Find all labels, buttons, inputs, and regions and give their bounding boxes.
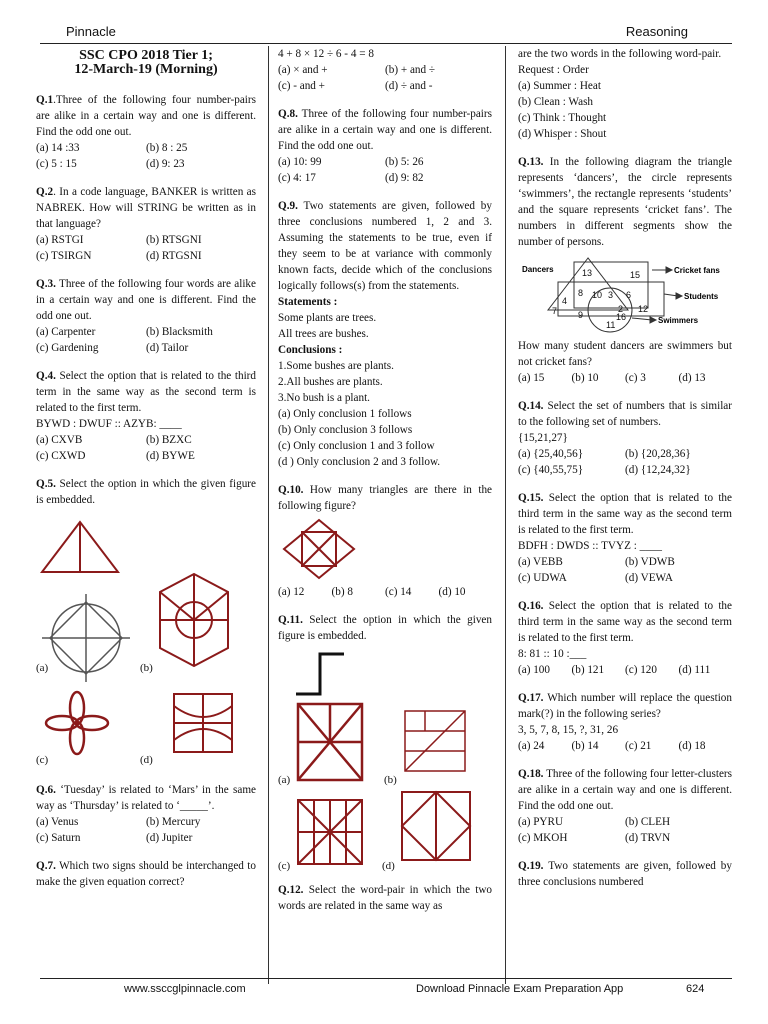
option-a: (a) Summer : Heat (518, 80, 601, 92)
option-a: (a) 24 (518, 740, 545, 752)
option-a: (a) 15 (518, 372, 545, 384)
q-number: Q.16. (518, 600, 544, 612)
option-d: (d) 18 (678, 740, 706, 752)
paper-title-2: 12-March-19 (Morning) (74, 62, 218, 77)
q5-label-c: (c) (36, 754, 49, 766)
question-11 (278, 612, 492, 876)
option-a: (a) × and + (278, 64, 328, 76)
option-b: (b) BZXC (146, 434, 192, 446)
venn-number: 12 (638, 304, 649, 314)
venn-number: 3 (608, 290, 614, 300)
option-b: (b) 8 (331, 586, 353, 598)
q-number: Q.9. (278, 200, 298, 212)
equation: 4 + 8 × 12 ÷ 6 - 4 = 8 (278, 48, 374, 60)
option-c: (c) 120 (625, 664, 657, 676)
option-b: (b) Blacksmith (146, 326, 213, 338)
venn-number: 10 (592, 290, 603, 300)
option-a: (a) RSTGI (36, 234, 84, 246)
q-text: Select the option that is related to the third term in the same way as the second term is related to the first term. (518, 600, 732, 644)
option-d: (d) BYWE (146, 450, 195, 462)
q5-option-d-square-figure (168, 688, 238, 758)
question-7 (36, 858, 256, 890)
option-d: (d) Whisper : Shout (518, 128, 607, 140)
q12-given-pair: Request : Order (518, 64, 589, 76)
footer-app-promo: Download Pinnacle Exam Preparation App (416, 983, 624, 995)
q-number: Q.11. (278, 614, 303, 626)
option-d: (d) TRVN (625, 832, 671, 844)
conclusion-3: 3.No bush is a plant. (278, 392, 370, 404)
question-5 (36, 476, 256, 776)
option-d: (d) Tailor (146, 342, 189, 354)
q-text: .Three of the following four number-pairs are alike in a certain way and one is different. Find the odd one out. (36, 94, 256, 138)
q11-label-a: (a) (278, 774, 291, 786)
q10-triangle-count-figure (282, 518, 356, 580)
option-b: (b) + and ÷ (385, 64, 436, 76)
q11-option-b-figure (402, 708, 468, 774)
q-text: Select the word-pair in which the two words are related in the same way as (278, 884, 492, 912)
q-text: Select the option in which the given figure is embedded. (36, 478, 256, 506)
q-number: Q.13. (518, 156, 544, 168)
option-a: (a) 10: 99 (278, 156, 322, 168)
q-number: Q.15. (518, 492, 544, 504)
question-10 (278, 482, 492, 600)
venn-number: 8 (578, 288, 584, 298)
q-text: Select the set of numbers that is similar to the following set of numbers. (518, 400, 732, 428)
conclusion-1: 1.Some bushes are plants. (278, 360, 394, 372)
venn-number: 11 (606, 320, 616, 330)
q-number: Q.17. (518, 692, 544, 704)
q11-option-d-figure (398, 788, 474, 864)
option-c: (c) UDWA (518, 572, 567, 584)
option-b: (b) Mercury (146, 816, 201, 828)
venn-number: 6 (626, 290, 632, 300)
option-b: (b) 5: 26 (385, 156, 424, 168)
venn-number: 2 (618, 304, 624, 314)
footer-website: www.ssccglpinnacle.com (124, 983, 246, 995)
q11-label-b: (b) (384, 774, 397, 786)
q-number: Q.12. (278, 884, 304, 896)
option-d: (d) VEWA (625, 572, 673, 584)
venn-label-cricket: Cricket fans (674, 266, 720, 275)
option-a: (a) Only conclusion 1 follows (278, 408, 412, 420)
option-b: (b) Clean : Wash (518, 96, 594, 108)
option-a: (a) {25,40,56} (518, 448, 584, 460)
column-divider-1 (268, 46, 269, 984)
option-c: (c) - and + (278, 80, 325, 92)
q5-label-b: (b) (140, 662, 153, 674)
option-d: (d) {12,24,32} (625, 464, 691, 476)
option-d: (d ) Only conclusion 2 and 3 follow. (278, 456, 441, 468)
option-b: (b) 10 (571, 372, 599, 384)
option-d: (d) Jupiter (146, 832, 193, 844)
question-17 (518, 690, 732, 754)
option-d: (d) 9: 82 (385, 172, 424, 184)
venn-label-students: Students (684, 292, 719, 301)
option-c: (c) 21 (625, 740, 652, 752)
q5-option-c-flower-figure (42, 688, 112, 758)
option-b: (b) Only conclusion 3 follows (278, 424, 413, 436)
q-number: Q.14. (518, 400, 544, 412)
column-divider-2 (505, 46, 506, 984)
q-text: How many triangles are there in the following figure? (278, 484, 492, 512)
q-text: Three of the following four number-pairs are alike in a certain way and one is different. Find the odd one out. (278, 108, 492, 152)
option-d: (d) 10 (438, 586, 466, 598)
q-text: Select the option that is related to the third term in the same way as the second term is related to the first term. (518, 492, 732, 536)
option-a: (a) Carpenter (36, 326, 96, 338)
option-a: (a) Venus (36, 816, 79, 828)
option-b: (b) {20,28,36} (625, 448, 691, 460)
question-14 (518, 398, 732, 478)
q12-continuation: are the two words in the following word-pair. (518, 48, 722, 60)
header-right: Reasoning (625, 24, 688, 39)
question-19 (518, 858, 732, 890)
q5-label-a: (a) (36, 662, 49, 674)
option-c: (c) Think : Thought (518, 112, 607, 124)
q-number: Q.18. (518, 768, 544, 780)
question-6 (36, 782, 256, 846)
option-b: (b) 14 (571, 740, 599, 752)
option-b: (b) 121 (571, 664, 605, 676)
conclusions-heading: Conclusions : (278, 344, 343, 356)
column-2 (278, 46, 492, 914)
statement-2: All trees are bushes. (278, 328, 369, 340)
question-9 (278, 198, 492, 470)
option-a: (a) 100 (518, 664, 550, 676)
venn-number: 16 (616, 312, 627, 322)
q5-option-b-octagon-figure (154, 572, 234, 668)
q-text: Select the option that is related to the third term in the same way as the second term is related to the first term. (36, 370, 256, 414)
conclusion-2: 2.All bushes are plants. (278, 376, 383, 388)
footer-page-number: 624 (686, 983, 705, 995)
venn-label-swimmers: Swimmers (658, 316, 699, 325)
option-a: (a) VEBB (518, 556, 563, 568)
option-d: (d) RTGSNI (146, 250, 202, 262)
q5-given-triangle-figure (40, 520, 120, 576)
question-1 (36, 92, 256, 172)
q13-question: How many student dancers are swimmers but not cricket fans? (518, 340, 732, 368)
q-number: Q.19. (518, 860, 544, 872)
option-c: (c) 5 : 15 (36, 158, 77, 170)
q-number: Q.7. (36, 860, 56, 872)
q17-series: 3, 5, 7, 8, 15, ?, 31, 26 (518, 724, 619, 736)
q11-option-c-figure (294, 796, 366, 868)
question-13 (518, 154, 732, 386)
option-a: (a) 14 :33 (36, 142, 80, 154)
option-c: (c) Only conclusion 1 and 3 follow (278, 440, 435, 452)
analogy-line: BYWD : DWUF :: AZYB: ____ (36, 418, 182, 430)
question-16 (518, 598, 732, 678)
question-15 (518, 490, 732, 586)
q-number: Q.6. (36, 784, 56, 796)
q-number: Q.1 (36, 94, 54, 106)
option-c: (c) Saturn (36, 832, 81, 844)
q-text: Which two signs should be interchanged to make the given equation correct? (36, 860, 256, 888)
statement-1: Some plants are trees. (278, 312, 377, 324)
question-12 (278, 882, 492, 914)
statements-heading: Statements : (278, 296, 338, 308)
option-c: (c) {40,55,75} (518, 464, 584, 476)
q5-option-a-circle-figure (38, 590, 134, 686)
option-b: (b) VDWB (625, 556, 675, 568)
q11-given-step-figure (290, 648, 346, 696)
q-number: Q.3. (36, 278, 56, 290)
q-text: Select the option in which the given figure is embedded. (278, 614, 492, 642)
q11-label-d: (d) (382, 860, 395, 872)
q-text: Which number will replace the question mark(?) in the following series? (518, 692, 732, 720)
option-d: (d) ÷ and - (385, 80, 433, 92)
option-d: (d) 9: 23 (146, 158, 185, 170)
q11-label-c: (c) (278, 860, 291, 872)
option-b: (b) RTSGNI (146, 234, 202, 246)
option-a: (a) CXVB (36, 434, 83, 446)
option-d: (d) 111 (678, 664, 711, 676)
venn-number: 9 (578, 310, 584, 320)
q14-set: {15,21,27} (518, 432, 568, 444)
option-c: (c) 3 (625, 372, 646, 384)
question-18 (518, 766, 732, 846)
question-2 (36, 184, 256, 264)
column-3 (518, 46, 732, 890)
venn-number: 4 (562, 296, 568, 306)
option-b: (b) CLEH (625, 816, 671, 828)
analogy-line: BDFH : DWDS :: TVYZ : ____ (518, 540, 662, 552)
option-a: (a) PYRU (518, 816, 564, 828)
q-number: Q.10. (278, 484, 304, 496)
option-c: (c) 4: 17 (278, 172, 316, 184)
q-text: Three of the following four letter-clusters are alike in a certain way and one is different. Find the odd one out. (518, 768, 732, 812)
q-number: Q.5. (36, 478, 56, 490)
q13-venn-diagram (518, 254, 732, 334)
option-c: (c) TSIRGN (36, 250, 92, 262)
venn-number: 7 (552, 306, 558, 316)
option-d: (d) 13 (678, 372, 706, 384)
column-1 (36, 46, 256, 890)
question-8 (278, 106, 492, 186)
option-b: (b) 8 : 25 (146, 142, 188, 154)
analogy-line: 8: 81 :: 10 :___ (518, 648, 587, 660)
q5-label-d: (d) (140, 754, 153, 766)
venn-label-dancers: Dancers (522, 265, 554, 274)
option-c: (c) Gardening (36, 342, 99, 354)
q-text: Two statements are given, followed by three conclusions numbered 1, 2 and 3. Assuming the statements to be true, even if they seem to be at variance with commonly known facts, decide which of the conclusions logically follows(s) from the statements. (278, 200, 492, 292)
q11-option-a-figure (294, 700, 366, 784)
q-text: . In a code language, BANKER is written as NABREK. How will STRING be written as in that language? (36, 186, 256, 230)
question-4 (36, 368, 256, 464)
venn-number: 15 (630, 270, 641, 280)
venn-number: 13 (582, 268, 593, 278)
header-rule (40, 43, 732, 44)
q-number: Q.2 (36, 186, 54, 198)
q-text: Three of the following four words are alike in a certain way and one is different. Find the odd one out. (36, 278, 256, 322)
q-text: ‘Tuesday’ is related to ‘Mars’ in the same way as ‘Thursday’ is related to ‘_____’. (36, 784, 256, 812)
paper-title-1: SSC CPO 2018 Tier 1; (79, 48, 213, 63)
option-c: (c) MKOH (518, 832, 568, 844)
header-left: Pinnacle (66, 24, 116, 39)
option-a: (a) 12 (278, 586, 305, 598)
footer-rule (40, 978, 732, 979)
q-text: Two statements are given, followed by three conclusions numbered (518, 860, 732, 888)
q-text: In the following diagram the triangle represents ‘dancers’, the circle represents ‘swimmers’, the rectangle represents ‘students’ and the square represents ‘cricket fans’. The numbers in different segments show the number of persons. (518, 156, 732, 248)
question-3 (36, 276, 256, 356)
q-number: Q.4. (36, 370, 56, 382)
option-c: (c) CXWD (36, 450, 86, 462)
option-c: (c) 14 (385, 586, 412, 598)
q-number: Q.8. (278, 108, 298, 120)
